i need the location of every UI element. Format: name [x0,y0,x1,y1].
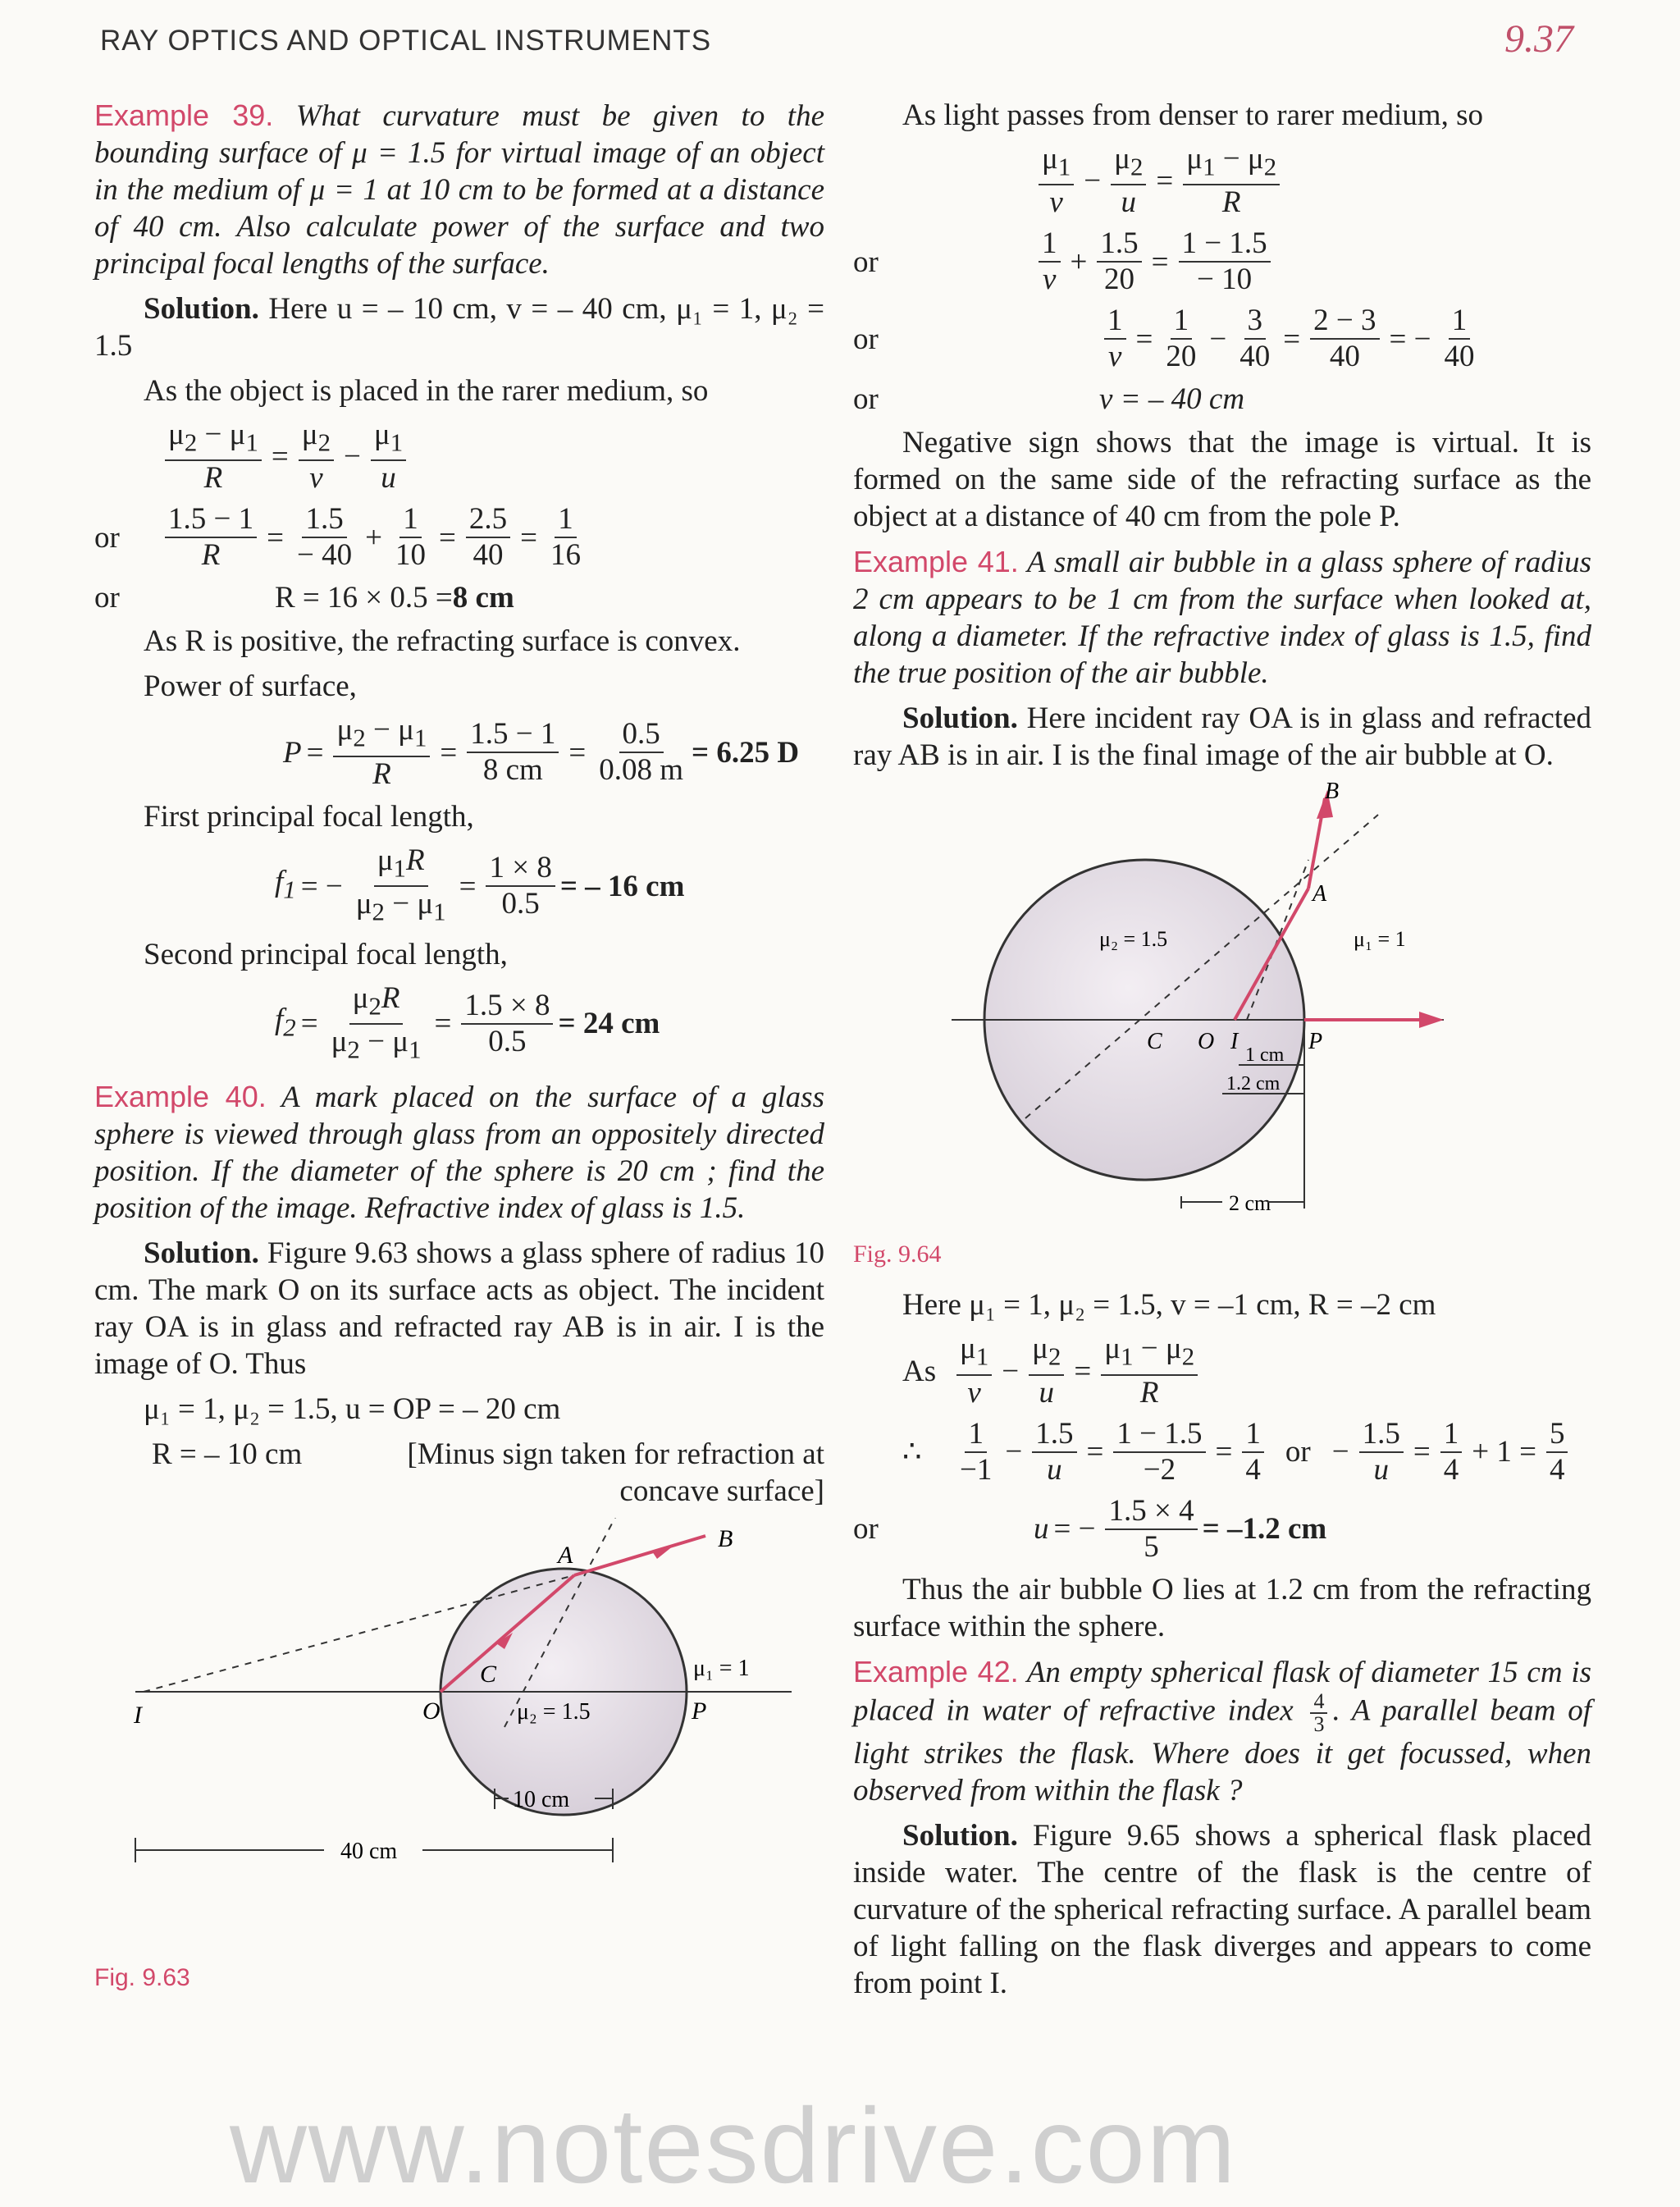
example-39-text-3: Power of surface, [144,669,357,704]
equation-f1: $f_1$ = − $\frac{\mu_1R}{\mu_2 - \mu_1}$ = $\frac{1 \times 8}{0.5}$ = – 16 cm [275,843,685,926]
example-39-question: Example 39. What curvature must be given to the bounding surface of μ = 1.5 for virtual image of an object in the medium of μ = 1 at 10 cm to be formed at a distance of 40 cm. Also calculate power of the surface and two principal focal lengths of the surface. [94,98,824,281]
example-40-note: [Minus sign taken for refraction at concave surface] [407,1437,824,1509]
label-mu1: μ₁ = 1 [1354,927,1406,952]
example-39-text-2: As R is positive, the refracting surface is convex. [144,624,741,659]
example-41-conclusion: Thus the air bubble O lies at 1.2 cm from the refracting surface within the sphere. [853,1572,1591,1643]
label-1-2cm: 1.2 cm [1226,1073,1281,1095]
label-b: B [1325,782,1340,805]
example-41-body: Solution. Here incident ray OA is in glass and refracted ray AB is in air. I is the final image of the air bubble at O. [853,701,1592,773]
equation-ex40-solve: or $\frac{1}{v}$ = $\frac{1}{20}$ − $\frac{3}{40}$ = $\frac{2 - 3}{40}$ = − $\frac{1}{40}$ [853,304,1475,374]
example-39-text-1: As the object is placed in the rarer medium, so [144,374,709,408]
equation-ex40-result: or v = – 40 cm [853,382,1245,417]
example-40-label: Example 40. [94,1080,267,1114]
figure-9-64-caption: Fig. 9.64 [853,1241,942,1268]
figure-9-63 [94,1518,824,1994]
equation-ex41-sub: ∴ $\frac{1}{-1}$ − $\frac{1.5}{u}$ = $\frac{1 - 1.5}{-2}$ = $\frac{1}{4}$ or − $\frac{1.5}{u}$ = $\frac{1}{4}$ + 1 = $\frac{5}{4}$ [853,1417,1591,1487]
label-mu2: μ₂ = 1.5 [1099,927,1168,952]
label-o: O [422,1698,441,1725]
example-42-question: Example 42. An empty spherical flask of diameter 15 cm is placed in water of refractive index $\frac{4}{3}$ . A parallel beam of light strikes the flask. Where does it get focussed, when observed from within the flask ? [853,1654,1592,1807]
right-column [853,97,1591,2010]
example-42-label: Example 42. [853,1654,1019,1688]
label-c: C [1147,1029,1162,1055]
label-40cm: 40 cm [340,1839,398,1865]
example-40-question: Example 40. A mark placed on the surface of a glass sphere is viewed through glass from an oppositely directed position. If the diameter of the sphere is 20 cm ; find the position of the image. Refractive index of glass is 1.5. [94,1080,824,1226]
equation-radius: or R = 16 × 0.5 = 8 cm [94,581,514,615]
label-b: B [718,1525,733,1553]
label-2cm: 2 cm [1229,1191,1271,1216]
example-39-text-4: First principal focal length, [144,799,474,834]
equation-ex41-result: or u = − $\frac{1.5 \times 4}{5}$ = –1.2 cm [853,1493,1327,1564]
equation-substitution: or $\frac{1.5 - 1}{R}$ = $\frac{1.5}{- 40}$ + $\frac{1}{10}$ = $\frac{2.5}{40}$ = $\frac{1}{16}$ [94,502,581,573]
equation-ex40-formula: $\frac{\mu_1}{v}$ − $\frac{\mu_2}{u}$ = $\frac{\mu_1 - \mu_2}{R}$ [853,142,1591,220]
example-42-body: Solution. Figure 9.65 shows a spherical flask placed inside water. The centre of the flask is the centre of curvature of the spherical refracting surface. A parallel beam of light falling on the flask diverges and appears to come from point I. [853,1818,1592,2000]
label-mu1: μ₁ = 1 [693,1656,750,1682]
equation-power: P = $\frac{\mu_2 - \mu_1}{R}$ = $\frac{1.5 - 1}{8 cm}$ = $\frac{0.5}{0.08 m}$ = 6.25 D [283,713,800,791]
label-i: I [134,1702,142,1730]
label-mu2: μ₂ = 1.5 [517,1699,591,1725]
example-39-given: Solution. Here u = – 10 cm, v = – 40 cm, μ₁ = 1, μ₂ = 1.5 [94,292,825,363]
equation-refraction-formula: $\frac{\mu_2 - \mu_1}{R}$ = $\frac{\mu_2}{v}$ − $\frac{\mu_1}{u}$ [94,418,824,496]
example-40-given-1: μ₁ = 1, μ₂ = 1.5, u = OP = – 20 cm [144,1392,561,1427]
label-p: P [692,1698,707,1725]
label-a: A [558,1542,573,1570]
figure-9-64 [853,782,1591,1274]
label-p: P [1308,1029,1323,1055]
label-o: O [1198,1029,1215,1055]
example-40-cont-2: Negative sign shows that the image is virtual. It is formed on the same side of the refracting surface as the object at a distance of 40 cm from the pole P. [853,426,1591,534]
example-40-given-2: R = – 10 cm [Minus sign taken for refraction at concave surface] [152,1437,824,1509]
page-number: 9.37 [1504,17,1573,61]
equation-f2: $f_2$ = $\frac{\mu_2R}{\mu_2 - \mu_1}$ = $\frac{1.5 \times 8}{0.5}$ = 24 cm [275,980,660,1064]
chapter-title: RAY OPTICS AND OPTICAL INSTRUMENTS [100,25,712,57]
axis-arrow-icon [1419,1012,1444,1028]
example-41-given: Here μ₁ = 1, μ₂ = 1.5, v = –1 cm, R = –2 cm [902,1288,1436,1323]
example-39-text-5: Second principal focal length, [144,937,508,971]
refracted-ray-ab [574,1536,705,1575]
example-40-cont-1: As light passes from denser to rarer medium, so [902,98,1483,132]
label-i: I [1230,1029,1239,1055]
label-c: C [480,1661,497,1688]
example-41-label: Example 41. [853,545,1019,579]
equation-ex40-sub: or $\frac{1}{v}$ + $\frac{1.5}{20}$ = $\frac{1 - 1.5}{- 10}$ [853,226,1591,297]
example-41-question: Example 41. A small air bubble in a glass sphere of radius 2 cm appears to be 1 cm from the surface when looked at, along a diameter. If the refractive index of glass is 1.5, find the true position of the air bubble. [853,545,1592,691]
equation-ex41-formula: As $\frac{\mu_1}{v}$ − $\frac{\mu_2}{u}$ = $\frac{\mu_1 - \mu_2}{R}$ [853,1332,1591,1410]
label-a: A [1312,881,1327,907]
left-column [94,97,824,1994]
label-1cm: 1 cm [1245,1044,1285,1067]
watermark: www.notesdrive.com [230,2086,1238,2205]
example-39-label: Example 39. [94,98,274,132]
example-40-body: Solution. Figure 9.63 shows a glass sphere of radius 10 cm. The mark O on its surface acts as object. The incident ray OA is in glass and refracted ray AB is in air. I is the image of O. Thus [94,1236,825,1382]
label-10cm: 10 cm [513,1787,570,1813]
figure-9-63-caption: Fig. 9.63 [94,1964,190,1992]
